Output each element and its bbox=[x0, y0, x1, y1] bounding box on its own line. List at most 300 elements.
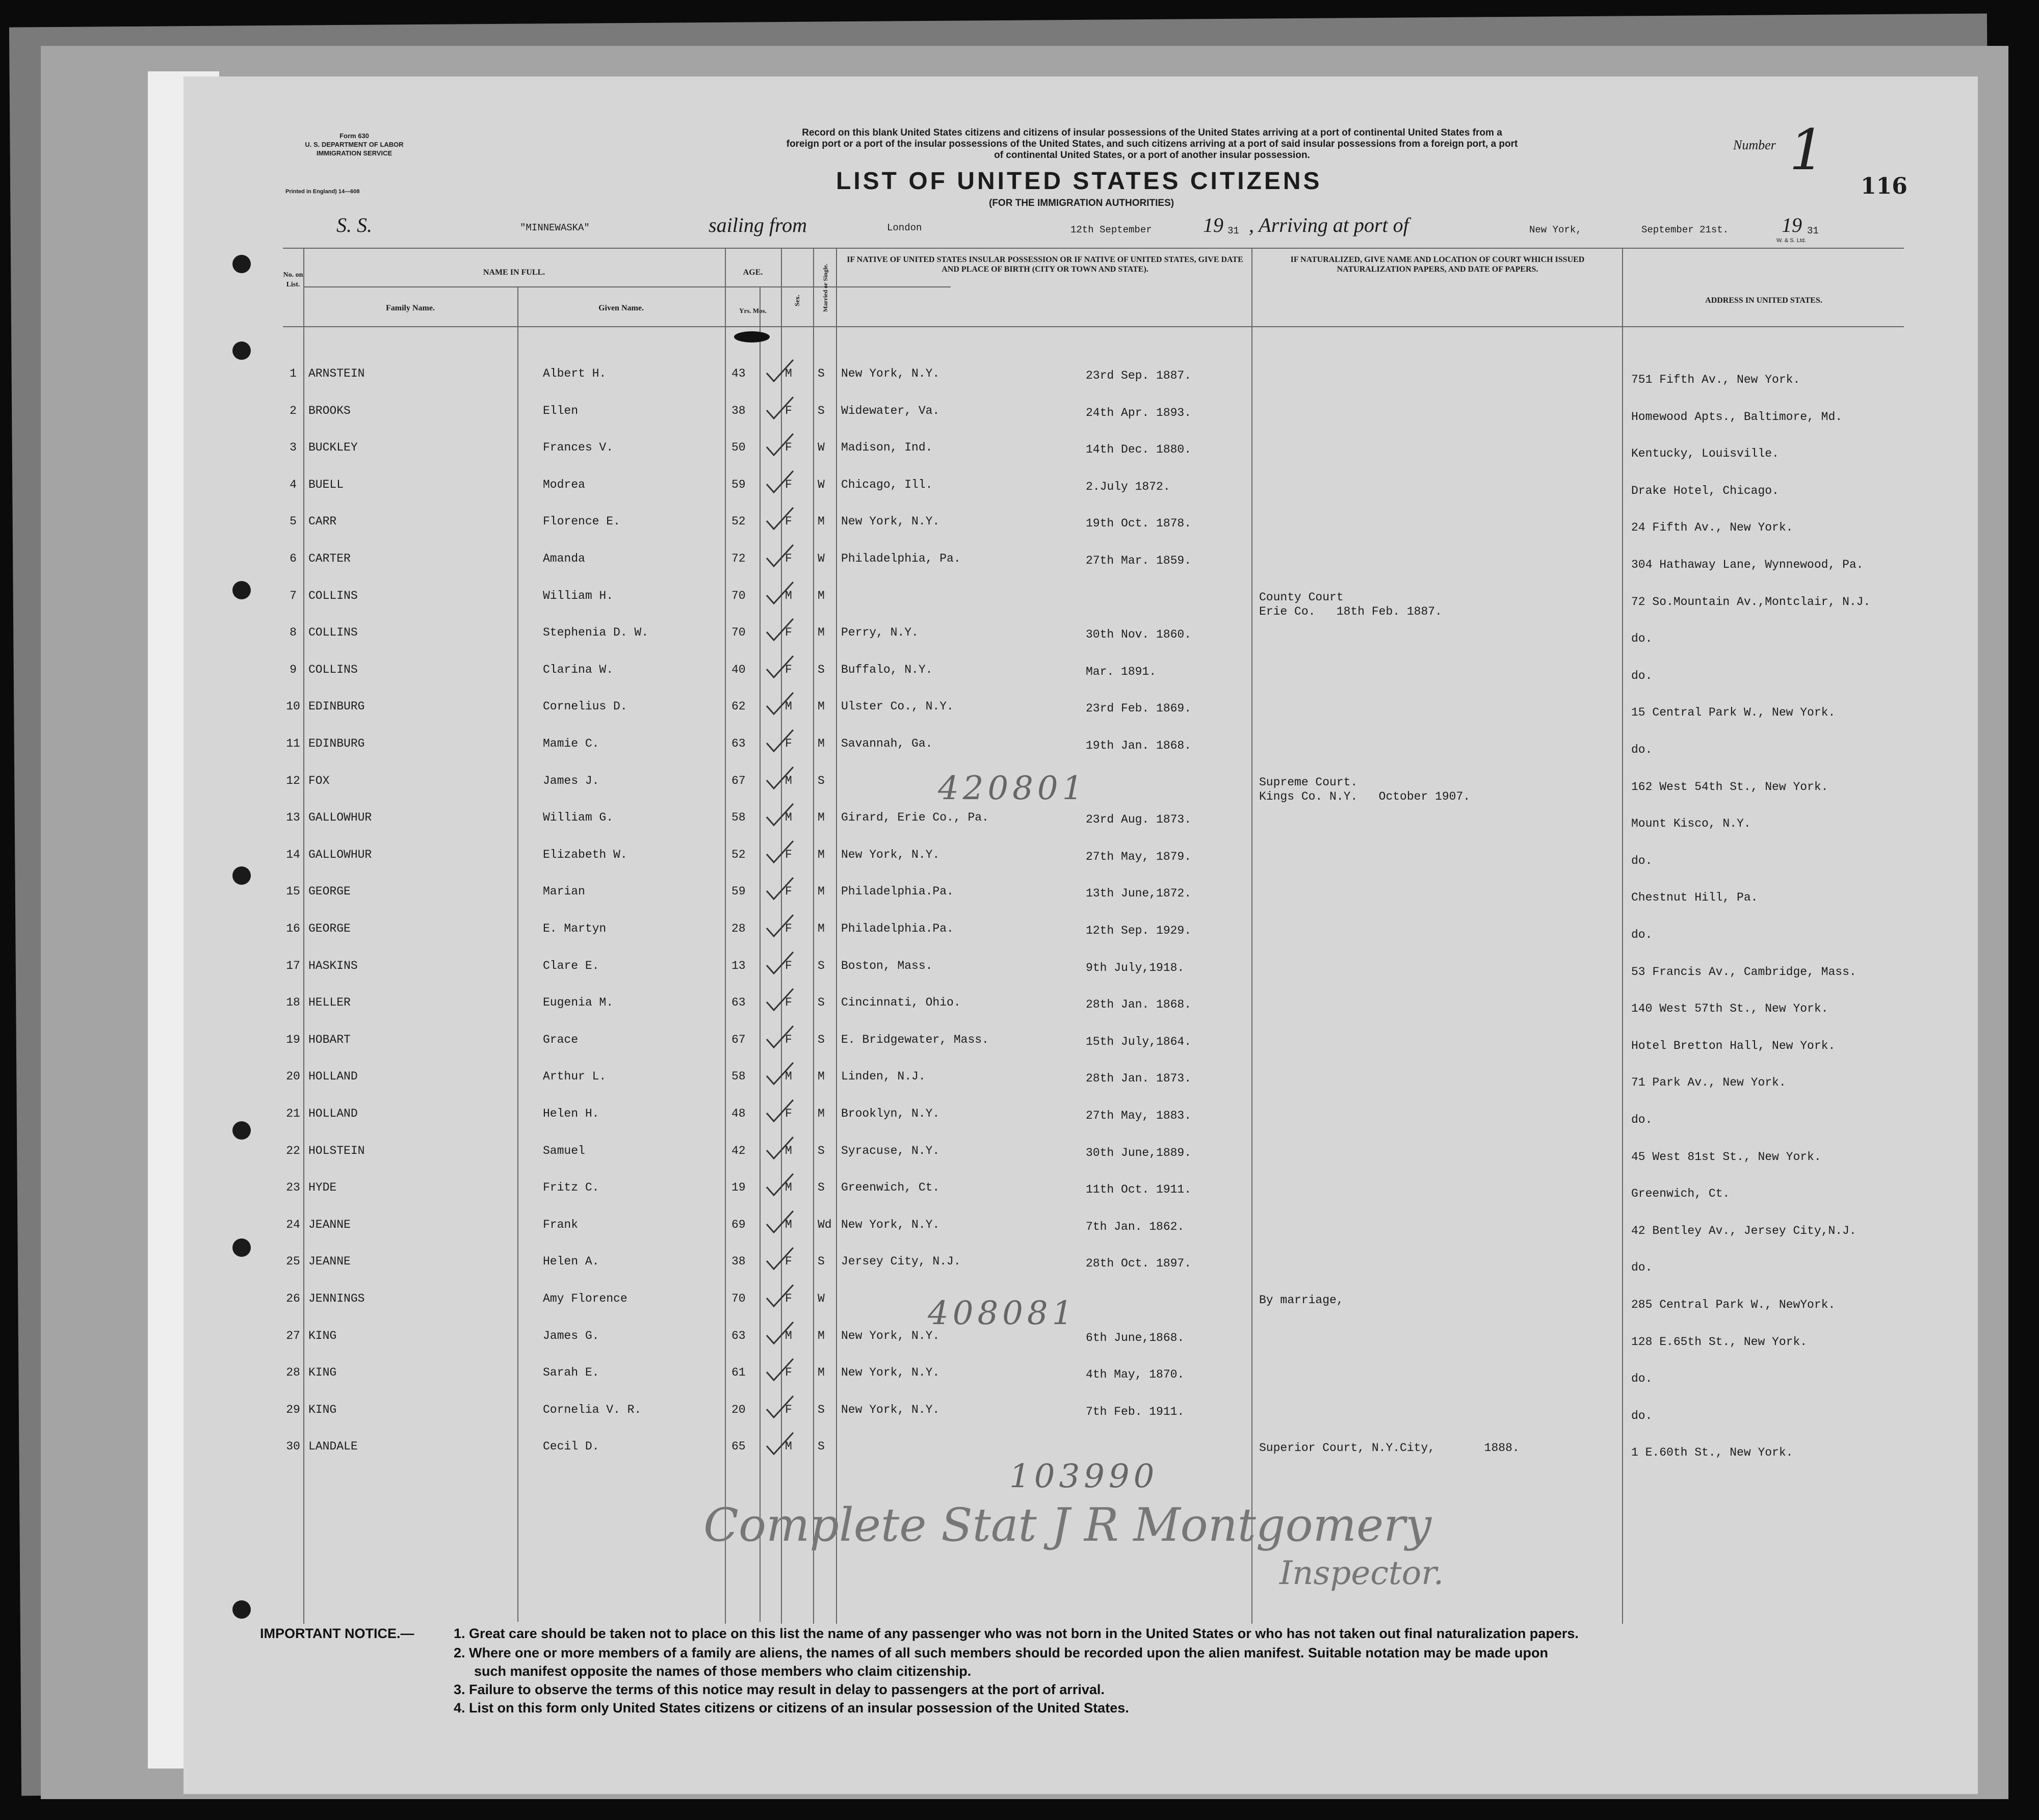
family-name: HASKINS bbox=[308, 959, 358, 972]
col-header-birth: IF NATIVE OF UNITED STATES INSULAR POSSESSION OR IF NATIVE OF UNITED STATES, GIVE DATE AND PLACE OF BIRTH (CITY OR TOWN AND STATE). bbox=[847, 255, 1243, 274]
row-number: 29 bbox=[286, 1403, 300, 1416]
form-title: LIST OF UNITED STATES CITIZENS bbox=[836, 168, 1322, 195]
age: 50 bbox=[731, 441, 746, 455]
number-label: Number bbox=[1733, 138, 1776, 152]
row-number: 22 bbox=[286, 1144, 300, 1157]
marital-status: S bbox=[818, 1440, 825, 1454]
age: 40 bbox=[731, 663, 746, 676]
birthplace: Girard, Erie Co., Pa. bbox=[841, 811, 989, 825]
given-name: Ellen bbox=[543, 404, 579, 417]
record-line: foreign port or a port of the insular possessions of the United States, and such citizens arriving at a port of said insular possessions from a foreign port, a port bbox=[786, 139, 1518, 149]
given-name: Cornelius D. bbox=[543, 700, 628, 714]
col-header-name-in-full: NAME IN FULL. bbox=[483, 268, 545, 277]
col-header-no: No. on List. bbox=[283, 271, 303, 288]
marital-status: M bbox=[818, 1070, 825, 1084]
marital-status: M bbox=[818, 626, 825, 640]
family-name: JENNINGS bbox=[308, 1292, 365, 1305]
sex: F bbox=[785, 737, 792, 750]
form-info bbox=[273, 131, 436, 157]
marital-status: W bbox=[818, 1292, 825, 1305]
marital-status: M bbox=[818, 1329, 825, 1342]
check-mark-icon bbox=[765, 581, 795, 609]
notice-item-2-cont: such manifest opposite the names of those members who claim citizenship. bbox=[474, 1664, 972, 1679]
age: 63 bbox=[731, 1329, 746, 1342]
sex: M bbox=[785, 700, 792, 714]
check-mark-icon bbox=[765, 433, 795, 461]
age: 19 bbox=[731, 1181, 746, 1195]
age: 48 bbox=[731, 1107, 746, 1120]
age: 67 bbox=[731, 1033, 746, 1046]
service: IMMIGRATION SERVICE bbox=[316, 149, 393, 157]
given-name: Amy Florence bbox=[543, 1292, 628, 1305]
birth-date: 30th Nov. 1860. bbox=[1086, 628, 1192, 642]
birth-date: 13th June,1872. bbox=[1086, 887, 1192, 901]
address: 53 Francis Av., Cambridge, Mass. bbox=[1631, 965, 1857, 979]
sex: M bbox=[785, 367, 792, 380]
marital-status: M bbox=[818, 848, 825, 861]
address: do. bbox=[1631, 1372, 1653, 1386]
age: 13 bbox=[731, 959, 746, 972]
sex: F bbox=[785, 1403, 792, 1416]
address: do. bbox=[1631, 743, 1653, 756]
naturalization: County Court Erie Co. 18th Feb. 1887. bbox=[1259, 590, 1442, 618]
address: do. bbox=[1631, 632, 1653, 646]
birthplace: New York, N.Y. bbox=[841, 1366, 940, 1380]
page-number: 116 bbox=[1861, 173, 1907, 199]
row-number: 3 bbox=[290, 441, 297, 455]
check-mark-icon bbox=[765, 1173, 795, 1201]
row-number: 23 bbox=[286, 1181, 300, 1195]
col-rule bbox=[836, 248, 837, 1624]
birth-date: 28th Jan. 1868. bbox=[1086, 998, 1192, 1012]
year-prefix: 19 bbox=[1203, 214, 1223, 236]
birthplace: Savannah, Ga. bbox=[841, 737, 933, 750]
address: do. bbox=[1631, 1409, 1653, 1422]
row-number: 10 bbox=[286, 700, 300, 714]
family-name: BROOKS bbox=[308, 404, 351, 417]
date-from: 12th September bbox=[1070, 224, 1152, 235]
address: 285 Central Park W., NewYork. bbox=[1631, 1298, 1836, 1311]
marital-status: M bbox=[818, 1107, 825, 1120]
check-mark-icon bbox=[765, 729, 795, 757]
age: 38 bbox=[731, 404, 746, 417]
marital-status: W bbox=[818, 478, 825, 491]
check-mark-icon bbox=[765, 1395, 795, 1423]
number-value: 1 bbox=[1789, 117, 1825, 182]
naturalization: By marriage, bbox=[1259, 1294, 1344, 1307]
family-name: JEANNE bbox=[308, 1218, 351, 1231]
check-mark-icon bbox=[765, 359, 795, 387]
family-name: GEORGE bbox=[308, 922, 351, 935]
row-number: 24 bbox=[286, 1218, 300, 1231]
check-mark-icon bbox=[765, 692, 795, 720]
birthplace: Greenwich, Ct. bbox=[841, 1181, 940, 1195]
birth-date: 27th Mar. 1859. bbox=[1086, 554, 1192, 567]
sex: F bbox=[785, 996, 792, 1010]
row-number: 27 bbox=[286, 1329, 300, 1342]
marital-status: S bbox=[818, 404, 825, 417]
sex: F bbox=[785, 626, 792, 640]
age: 72 bbox=[731, 552, 746, 565]
age: 70 bbox=[731, 626, 746, 640]
birthplace: Buffalo, N.Y. bbox=[841, 663, 933, 676]
sex: F bbox=[785, 1255, 792, 1269]
row-number: 2 bbox=[290, 404, 297, 417]
address: 140 West 57th St., New York. bbox=[1631, 1002, 1828, 1016]
marital-status: S bbox=[818, 1255, 825, 1269]
sex: F bbox=[785, 663, 792, 676]
col-header-family-name: Family Name. bbox=[386, 304, 435, 312]
birth-date: 14th Dec. 1880. bbox=[1086, 443, 1192, 457]
birth-date: 4th May, 1870. bbox=[1086, 1368, 1185, 1382]
age: 62 bbox=[731, 700, 746, 714]
marital-status: M bbox=[818, 811, 825, 825]
check-mark-icon bbox=[765, 1432, 795, 1460]
marital-status: M bbox=[818, 885, 825, 899]
given-name: Amanda bbox=[543, 552, 585, 565]
row-number: 28 bbox=[286, 1366, 300, 1380]
age: 59 bbox=[731, 885, 746, 899]
row-number: 16 bbox=[286, 922, 300, 935]
birth-date: 6th June,1868. bbox=[1086, 1331, 1185, 1344]
marital-status: S bbox=[818, 1033, 825, 1046]
row-number: 14 bbox=[286, 848, 300, 861]
record-line: Record on this blank United States citizens and citizens of insular possessions of the United States arriving at a port of continental United States from a bbox=[802, 127, 1502, 138]
given-name: Marian bbox=[543, 885, 585, 899]
marital-status: W bbox=[818, 552, 825, 565]
name-subheader-rule bbox=[303, 286, 951, 287]
sex: F bbox=[785, 848, 792, 861]
row-number: 20 bbox=[286, 1070, 300, 1084]
given-name: Sarah E. bbox=[543, 1366, 599, 1380]
sailing-label: sailing from bbox=[709, 214, 807, 236]
binding-hole bbox=[232, 1238, 251, 1257]
age: 20 bbox=[731, 1403, 746, 1416]
marital-status: M bbox=[818, 515, 825, 529]
family-name: HELLER bbox=[308, 996, 351, 1010]
given-name: Grace bbox=[543, 1033, 579, 1046]
given-name: Clare E. bbox=[543, 959, 599, 972]
sex: F bbox=[785, 1292, 792, 1305]
sex: F bbox=[785, 552, 792, 565]
sex: F bbox=[785, 885, 792, 899]
given-name: James G. bbox=[543, 1329, 599, 1342]
marital-status: S bbox=[818, 367, 825, 380]
check-mark-icon bbox=[765, 1136, 795, 1164]
sex: F bbox=[785, 515, 792, 529]
check-mark-icon bbox=[765, 655, 795, 683]
address: 45 West 81st St., New York. bbox=[1631, 1150, 1821, 1164]
address: Homewood Apts., Baltimore, Md. bbox=[1631, 410, 1843, 424]
address: do. bbox=[1631, 669, 1653, 682]
given-name: Cornelia V. R. bbox=[543, 1403, 642, 1416]
age: 65 bbox=[731, 1440, 746, 1454]
record-instructions bbox=[581, 127, 1723, 161]
form-subtitle: (FOR THE IMMIGRATION AUTHORITIES) bbox=[989, 198, 1174, 208]
ship-name: "MINNEWASKA" bbox=[520, 222, 590, 233]
marital-status: M bbox=[818, 589, 825, 602]
notice-item-3: 3. Failure to observe the terms of this notice may result in delay to passengers at the port of arrival. bbox=[454, 1682, 1105, 1697]
age: 38 bbox=[731, 1255, 746, 1269]
family-name: GALLOWHUR bbox=[308, 848, 372, 861]
age: 52 bbox=[731, 848, 746, 861]
check-mark-icon bbox=[765, 396, 795, 424]
address: 751 Fifth Av., New York. bbox=[1631, 373, 1800, 386]
sex: F bbox=[785, 478, 792, 491]
address: 24 Fifth Av., New York. bbox=[1631, 521, 1793, 535]
birth-date: 9th July,1918. bbox=[1086, 961, 1185, 974]
marital-status: S bbox=[818, 996, 825, 1010]
col-rule bbox=[1251, 248, 1252, 1624]
col-rule bbox=[813, 248, 814, 1624]
col-header-sex: Sex. bbox=[793, 295, 801, 307]
age: 59 bbox=[731, 478, 746, 491]
family-name: ARNSTEIN bbox=[308, 367, 365, 380]
row-number: 11 bbox=[286, 737, 300, 750]
family-name: BUCKLEY bbox=[308, 441, 358, 455]
record-line: of continental United States, or a port of another insular possession. bbox=[994, 150, 1310, 161]
ss-label: S. S. bbox=[336, 214, 372, 236]
family-name: COLLINS bbox=[308, 589, 358, 602]
col-header-address: ADDRESS IN UNITED STATES. bbox=[1705, 296, 1822, 305]
address: 15 Central Park W., New York. bbox=[1631, 706, 1836, 720]
family-name: HOBART bbox=[308, 1033, 351, 1046]
age: 70 bbox=[731, 1292, 746, 1305]
check-mark-icon bbox=[765, 507, 795, 535]
address: 72 So.Mountain Av.,Montclair, N.J. bbox=[1631, 595, 1871, 609]
row-number: 8 bbox=[290, 626, 297, 640]
address: Hotel Bretton Hall, New York. bbox=[1631, 1039, 1836, 1052]
given-name: William G. bbox=[543, 811, 614, 825]
address: Kentucky, Louisville. bbox=[1631, 447, 1779, 461]
birthplace: New York, N.Y. bbox=[841, 1218, 940, 1231]
birthplace: Philadelphia, Pa. bbox=[841, 552, 961, 565]
printed-in: Printed in England) 14—608 bbox=[285, 189, 360, 195]
given-name: Albert H. bbox=[543, 367, 607, 380]
birthplace: Philadelphia.Pa. bbox=[841, 885, 954, 899]
address: Drake Hotel, Chicago. bbox=[1631, 484, 1779, 497]
birth-date: 11th Oct. 1911. bbox=[1086, 1183, 1192, 1197]
check-mark-icon bbox=[765, 1099, 795, 1127]
check-mark-icon bbox=[765, 988, 795, 1016]
family-name: KING bbox=[308, 1366, 337, 1380]
row-number: 4 bbox=[290, 478, 297, 491]
sex: M bbox=[785, 1218, 792, 1231]
arriving-label: , Arriving at port of bbox=[1249, 214, 1409, 236]
sex: M bbox=[785, 1329, 792, 1342]
age: 58 bbox=[731, 1070, 746, 1084]
family-name: CARR bbox=[308, 515, 337, 529]
given-name: Mamie C. bbox=[543, 737, 599, 750]
table-header-rule bbox=[283, 326, 1904, 327]
birth-date: 24th Apr. 1893. bbox=[1086, 406, 1192, 419]
address: 304 Hathaway Lane, Wynnewood, Pa. bbox=[1631, 558, 1864, 571]
check-mark-icon bbox=[765, 544, 795, 572]
check-mark-icon bbox=[765, 1247, 795, 1275]
given-name: Cecil D. bbox=[543, 1440, 599, 1454]
birthplace: Madison, Ind. bbox=[841, 441, 933, 455]
row-number: 6 bbox=[290, 552, 297, 565]
check-mark-icon bbox=[765, 840, 795, 868]
birthplace: Philadelphia.Pa. bbox=[841, 922, 954, 935]
notice-item-4: 4. List on this form only United States citizens or citizens of an insular possession of the United States. bbox=[454, 1700, 1129, 1716]
birthplace: New York, N.Y. bbox=[841, 367, 940, 380]
birth-date: 12th Sep. 1929. bbox=[1086, 924, 1192, 937]
sex: M bbox=[785, 1144, 792, 1157]
marital-status: S bbox=[818, 1144, 825, 1157]
address: do. bbox=[1631, 854, 1653, 867]
given-name: James J. bbox=[543, 774, 599, 787]
sex: M bbox=[785, 774, 792, 787]
given-name: Frank bbox=[543, 1218, 579, 1231]
sex: F bbox=[785, 441, 792, 455]
birthplace: Chicago, Ill. bbox=[841, 478, 933, 491]
check-mark-icon bbox=[765, 803, 795, 831]
birthplace: E. Bridgewater, Mass. bbox=[841, 1033, 989, 1046]
sex: M bbox=[785, 811, 792, 825]
age: 63 bbox=[731, 737, 746, 750]
address: do. bbox=[1631, 1113, 1653, 1126]
marital-status: M bbox=[818, 737, 825, 750]
form-number: Form 630 bbox=[339, 132, 369, 140]
age: 28 bbox=[731, 922, 746, 935]
birthplace: Perry, N.Y. bbox=[841, 626, 919, 640]
row-number: 18 bbox=[286, 996, 300, 1010]
given-name: Elizabeth W. bbox=[543, 848, 628, 861]
table-top-rule bbox=[283, 248, 1904, 249]
marital-status: Wd bbox=[818, 1218, 832, 1231]
year-prefix-2: 19 bbox=[1782, 214, 1802, 236]
col-rule bbox=[1622, 248, 1623, 1624]
given-name: Fritz C. bbox=[543, 1181, 599, 1195]
marital-status: S bbox=[818, 663, 825, 676]
birthplace: Cincinnati, Ohio. bbox=[841, 996, 961, 1010]
col-header-naturalized: IF NATURALIZED, GIVE NAME AND LOCATION OF COURT WHICH ISSUED NATURALIZATION PAPERS, AND DATE OF PAPERS. bbox=[1290, 255, 1585, 274]
year-to: 31 bbox=[1807, 225, 1819, 236]
check-mark-icon bbox=[765, 1210, 795, 1238]
col-header-married: Married or Single. bbox=[822, 263, 829, 312]
birth-date: 19th Jan. 1868. bbox=[1086, 739, 1192, 752]
notice-item-2: 2. Where one or more members of a family are aliens, the names of all such members should be recorded upon the alien manifest. Suitable notation may be made upon bbox=[454, 1645, 1549, 1660]
birth-date: 15th July,1864. bbox=[1086, 1035, 1192, 1048]
marital-status: W bbox=[818, 441, 825, 455]
given-name: Modrea bbox=[543, 478, 585, 491]
age: 67 bbox=[731, 774, 746, 787]
birth-date: 23rd Sep. 1887. bbox=[1086, 369, 1192, 382]
sex: F bbox=[785, 1366, 792, 1380]
given-name: Arthur L. bbox=[543, 1070, 607, 1084]
row-number: 9 bbox=[290, 663, 297, 676]
age: 58 bbox=[731, 811, 746, 825]
marital-status: S bbox=[818, 959, 825, 972]
birthplace: Linden, N.J. bbox=[841, 1070, 926, 1084]
col-header-age: AGE. bbox=[743, 268, 763, 277]
given-name: Frances V. bbox=[543, 441, 614, 455]
age: 63 bbox=[731, 996, 746, 1010]
check-mark-icon bbox=[765, 914, 795, 942]
given-name: Samuel bbox=[543, 1144, 585, 1157]
birthplace: Ulster Co., N.Y. bbox=[841, 700, 954, 714]
sex: F bbox=[785, 404, 792, 417]
address: 162 West 54th St., New York. bbox=[1631, 780, 1828, 794]
port-to: New York, bbox=[1529, 224, 1582, 235]
birth-date: 7th Jan. 1862. bbox=[1086, 1220, 1185, 1233]
family-name: HYDE bbox=[308, 1181, 337, 1195]
check-mark-icon bbox=[765, 1025, 795, 1053]
col-rule bbox=[517, 286, 518, 1622]
handwritten-number-3: 103990 bbox=[1009, 1458, 1159, 1495]
col-rule bbox=[760, 286, 761, 1622]
check-mark-icon bbox=[765, 877, 795, 905]
col-header-given-name: Given Name. bbox=[598, 304, 644, 312]
row-number: 15 bbox=[286, 885, 300, 899]
binding-hole bbox=[232, 255, 251, 273]
binding-hole bbox=[232, 581, 251, 599]
birth-date: 30th June,1889. bbox=[1086, 1146, 1192, 1159]
handwritten-inspector: Inspector. bbox=[1279, 1554, 1444, 1592]
marital-status: M bbox=[818, 1366, 825, 1380]
birthplace: New York, N.Y. bbox=[841, 515, 940, 529]
family-name: HOLLAND bbox=[308, 1107, 358, 1120]
col-rule bbox=[303, 248, 304, 1624]
marital-status: S bbox=[818, 774, 825, 787]
given-name: William H. bbox=[543, 589, 614, 602]
family-name: HOLLAND bbox=[308, 1070, 358, 1084]
row-number: 12 bbox=[286, 774, 300, 787]
notice-label: IMPORTANT NOTICE.— bbox=[260, 1626, 414, 1641]
marital-status: M bbox=[818, 922, 825, 935]
address: 71 Park Av., New York. bbox=[1631, 1076, 1786, 1090]
marital-status: S bbox=[818, 1403, 825, 1416]
age: 61 bbox=[731, 1366, 746, 1380]
birthplace: Jersey City, N.J. bbox=[841, 1255, 961, 1269]
handwritten-signature: Complete Stat J R Montgomery bbox=[703, 1498, 1432, 1552]
col-rule bbox=[725, 248, 726, 1624]
row-number: 21 bbox=[286, 1107, 300, 1120]
sex: M bbox=[785, 1440, 792, 1454]
birth-date: 23rd Feb. 1869. bbox=[1086, 702, 1192, 716]
marital-status: S bbox=[818, 1181, 825, 1195]
age: 70 bbox=[731, 589, 746, 602]
address: do. bbox=[1631, 1261, 1653, 1275]
check-mark-icon bbox=[765, 1321, 795, 1349]
given-name: Eugenia M. bbox=[543, 996, 614, 1010]
birthplace: Boston, Mass. bbox=[841, 959, 933, 972]
birthplace: Brooklyn, N.Y. bbox=[841, 1107, 940, 1120]
check-mark-icon bbox=[765, 766, 795, 794]
printer-mark: W. & S. Ltd. bbox=[1776, 238, 1807, 244]
given-name: Florence E. bbox=[543, 515, 620, 529]
marital-status: M bbox=[818, 700, 825, 714]
sex: M bbox=[785, 1070, 792, 1084]
handwritten-number-1: 420801 bbox=[938, 770, 1087, 807]
col-header-age-sub: Yrs. Mos. bbox=[739, 307, 767, 314]
binding-hole bbox=[232, 1121, 251, 1140]
department: U. S. DEPARTMENT OF LABOR bbox=[305, 141, 404, 148]
date-to: September 21st. bbox=[1641, 224, 1729, 235]
birth-date: 7th Feb. 1911. bbox=[1086, 1405, 1185, 1418]
notice-item-1: 1. Great care should be taken not to place on this list the name of any passenger who was not born in the United States or who has not taken out final naturalization papers. bbox=[454, 1626, 1579, 1641]
family-name: CARTER bbox=[308, 552, 351, 565]
birthplace: New York, N.Y. bbox=[841, 1403, 940, 1416]
port-from: London bbox=[887, 222, 922, 233]
handwritten-number-2: 408081 bbox=[928, 1295, 1077, 1332]
sex: M bbox=[785, 1181, 792, 1195]
family-name: FOX bbox=[308, 774, 330, 787]
address: do. bbox=[1631, 928, 1653, 941]
age: 42 bbox=[731, 1144, 746, 1157]
birth-date: Mar. 1891. bbox=[1086, 665, 1157, 678]
